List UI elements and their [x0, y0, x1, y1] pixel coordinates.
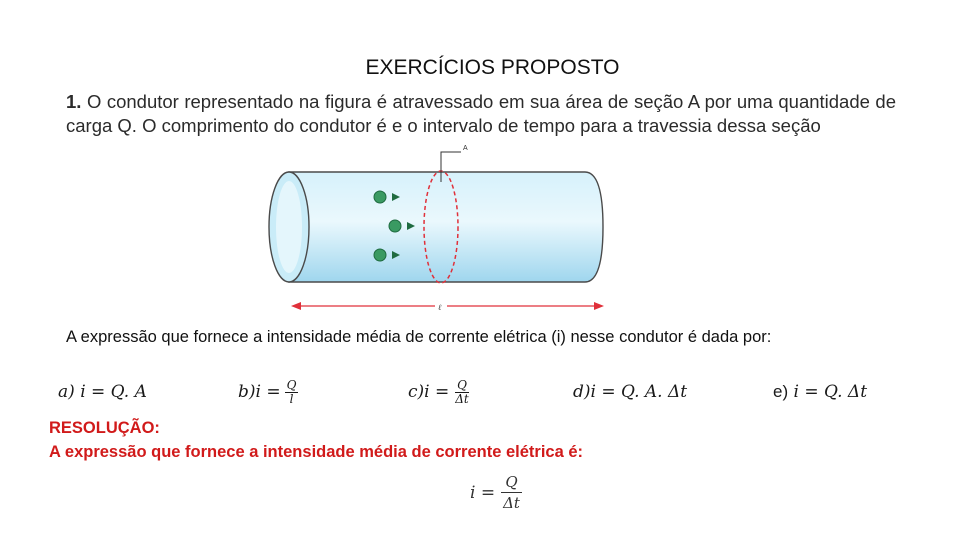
conductor-left-end-inner — [276, 181, 302, 273]
charge-icon — [389, 220, 401, 232]
option-b-fraction — [285, 379, 299, 406]
figure-background — [255, 140, 615, 162]
option-c-label: c) — [408, 382, 425, 402]
formula-numerator: Q — [501, 472, 521, 493]
formula-fraction — [501, 472, 522, 513]
charge-icon — [374, 249, 386, 261]
arrow-right-icon — [594, 302, 604, 310]
length-label: ℓ — [438, 303, 442, 312]
conductor-figure — [255, 140, 615, 320]
option-b-denominator: l — [289, 391, 294, 406]
section-a-label: A — [463, 145, 468, 152]
option-c-denominator: Δt — [455, 391, 469, 406]
formula-denominator: Δt — [503, 494, 520, 512]
option-a — [58, 372, 147, 412]
option-b-label: b) — [238, 382, 256, 402]
option-d — [573, 372, 687, 412]
question-text — [66, 90, 896, 138]
option-c-lhs: i = — [424, 382, 450, 402]
option-b-numerator: Q — [286, 377, 297, 392]
resolution-title: RESOLUÇÃO: — [49, 419, 160, 437]
resolution-formula — [470, 472, 522, 513]
length-arrow — [291, 300, 604, 312]
charge-icon — [374, 191, 386, 203]
option-e-label: e) — [773, 382, 789, 401]
resolution-text: A expressão que fornece a intensidade média de corrente elétrica é: — [49, 443, 584, 461]
option-d-label: d) — [573, 382, 591, 402]
formula-lhs: i = — [470, 482, 496, 503]
question-number: 1. — [66, 91, 82, 112]
option-b-lhs: i = — [255, 382, 281, 402]
option-d-expression: i = Q. A. Δt — [590, 382, 688, 402]
option-e-expression: i = Q. Δt — [793, 382, 868, 402]
page-title: EXERCÍCIOS PROPOSTO — [365, 56, 620, 79]
option-c-fraction — [453, 379, 471, 406]
option-a-label: a) — [58, 382, 75, 402]
option-e — [773, 372, 867, 412]
question-prompt: A expressão que fornece a intensidade média de corrente elétrica (i) nesse condutor é dada por: — [66, 328, 772, 346]
conductor-body — [289, 172, 603, 282]
option-b — [238, 372, 298, 412]
question-body: O condutor representado na figura é atravessado em sua área de seção A por uma quantidade de carga Q. O comprimento do condutor é e o intervalo de tempo para a travessia dessa seção — [66, 91, 897, 136]
option-c — [408, 372, 471, 412]
option-c-numerator: Q — [457, 377, 467, 392]
option-a-expression: i = Q. A — [80, 382, 147, 402]
arrow-left-icon — [291, 302, 301, 310]
